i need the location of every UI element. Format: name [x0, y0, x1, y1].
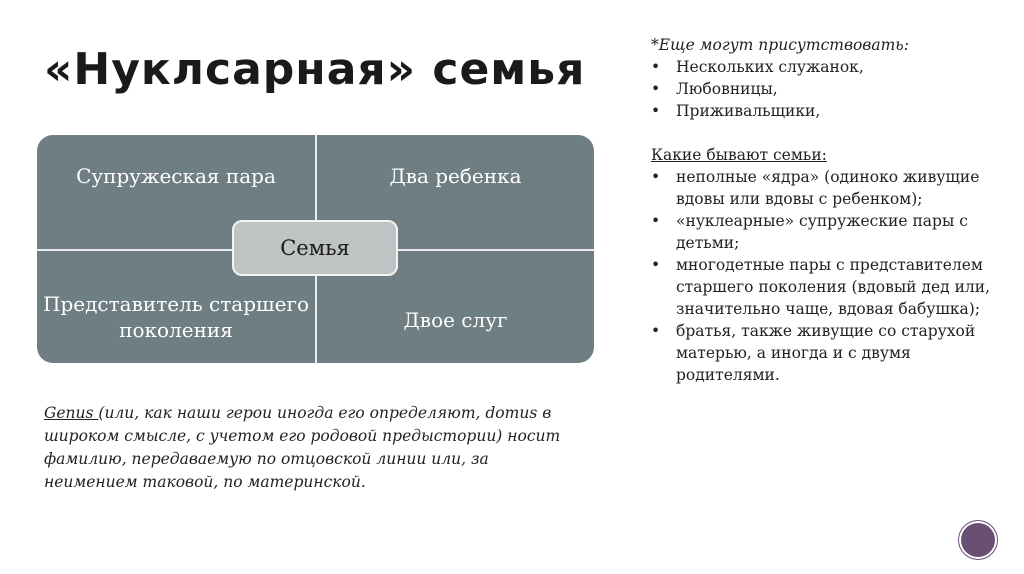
slide-title: «Нуклсарная» семья	[44, 44, 586, 95]
list-item: • неполные «ядра» (одиноко живущие вдовы или вдовы с ребенком);	[651, 168, 980, 208]
bullet-icon: •	[651, 256, 661, 274]
list-item: • братья, также живущие со старухой матерью, а иногда и с двумя родителями.	[651, 322, 976, 384]
family-types-list	[651, 166, 1011, 386]
decorative-circle-icon	[961, 523, 995, 557]
genus-text: (или, как наши герои иногда его определяют, domus в широком смысле, с учетом его родовой предыстории) носит фамилию, передаваемую по отцовской линии или, за неимением таковой, по материнской.	[44, 404, 561, 491]
family-types-heading: Какие бывают семьи:	[651, 146, 827, 164]
may-be-present-heading: *Еще могут присутствовать:	[651, 36, 909, 54]
bullet-icon: •	[651, 322, 661, 340]
family-types-block	[651, 144, 1011, 386]
list-item: • многодетные пары с представителем старшего поколения (вдовый дед или, значительно чаще, вдовая бабушка);	[651, 256, 991, 318]
quadrant-elder: Представитель старшего поколения	[43, 292, 309, 342]
list-item: • Приживальщики,	[651, 102, 821, 120]
may-be-present-list	[651, 56, 1011, 122]
genus-note	[44, 402, 584, 494]
genus-term: Genus	[44, 404, 99, 422]
bullet-icon: •	[651, 168, 661, 186]
bullet-icon: •	[651, 58, 661, 76]
quadrant-children: Два ребенка	[389, 164, 522, 188]
bullet-icon: •	[651, 102, 661, 120]
list-item: • Нескольких служанок,	[651, 58, 864, 76]
center-node-family: Семья	[232, 220, 398, 276]
quadrant-spouses: Супружеская пара	[76, 164, 276, 188]
quadrant-servants: Двое слуг	[403, 308, 508, 332]
may-be-present-block	[651, 34, 1011, 122]
list-item: • «нуклеарные» супружеские пары с детьми;	[651, 212, 968, 252]
bullet-icon: •	[651, 80, 661, 98]
bullet-icon: •	[651, 212, 661, 230]
list-item: • Любовницы,	[651, 80, 778, 98]
